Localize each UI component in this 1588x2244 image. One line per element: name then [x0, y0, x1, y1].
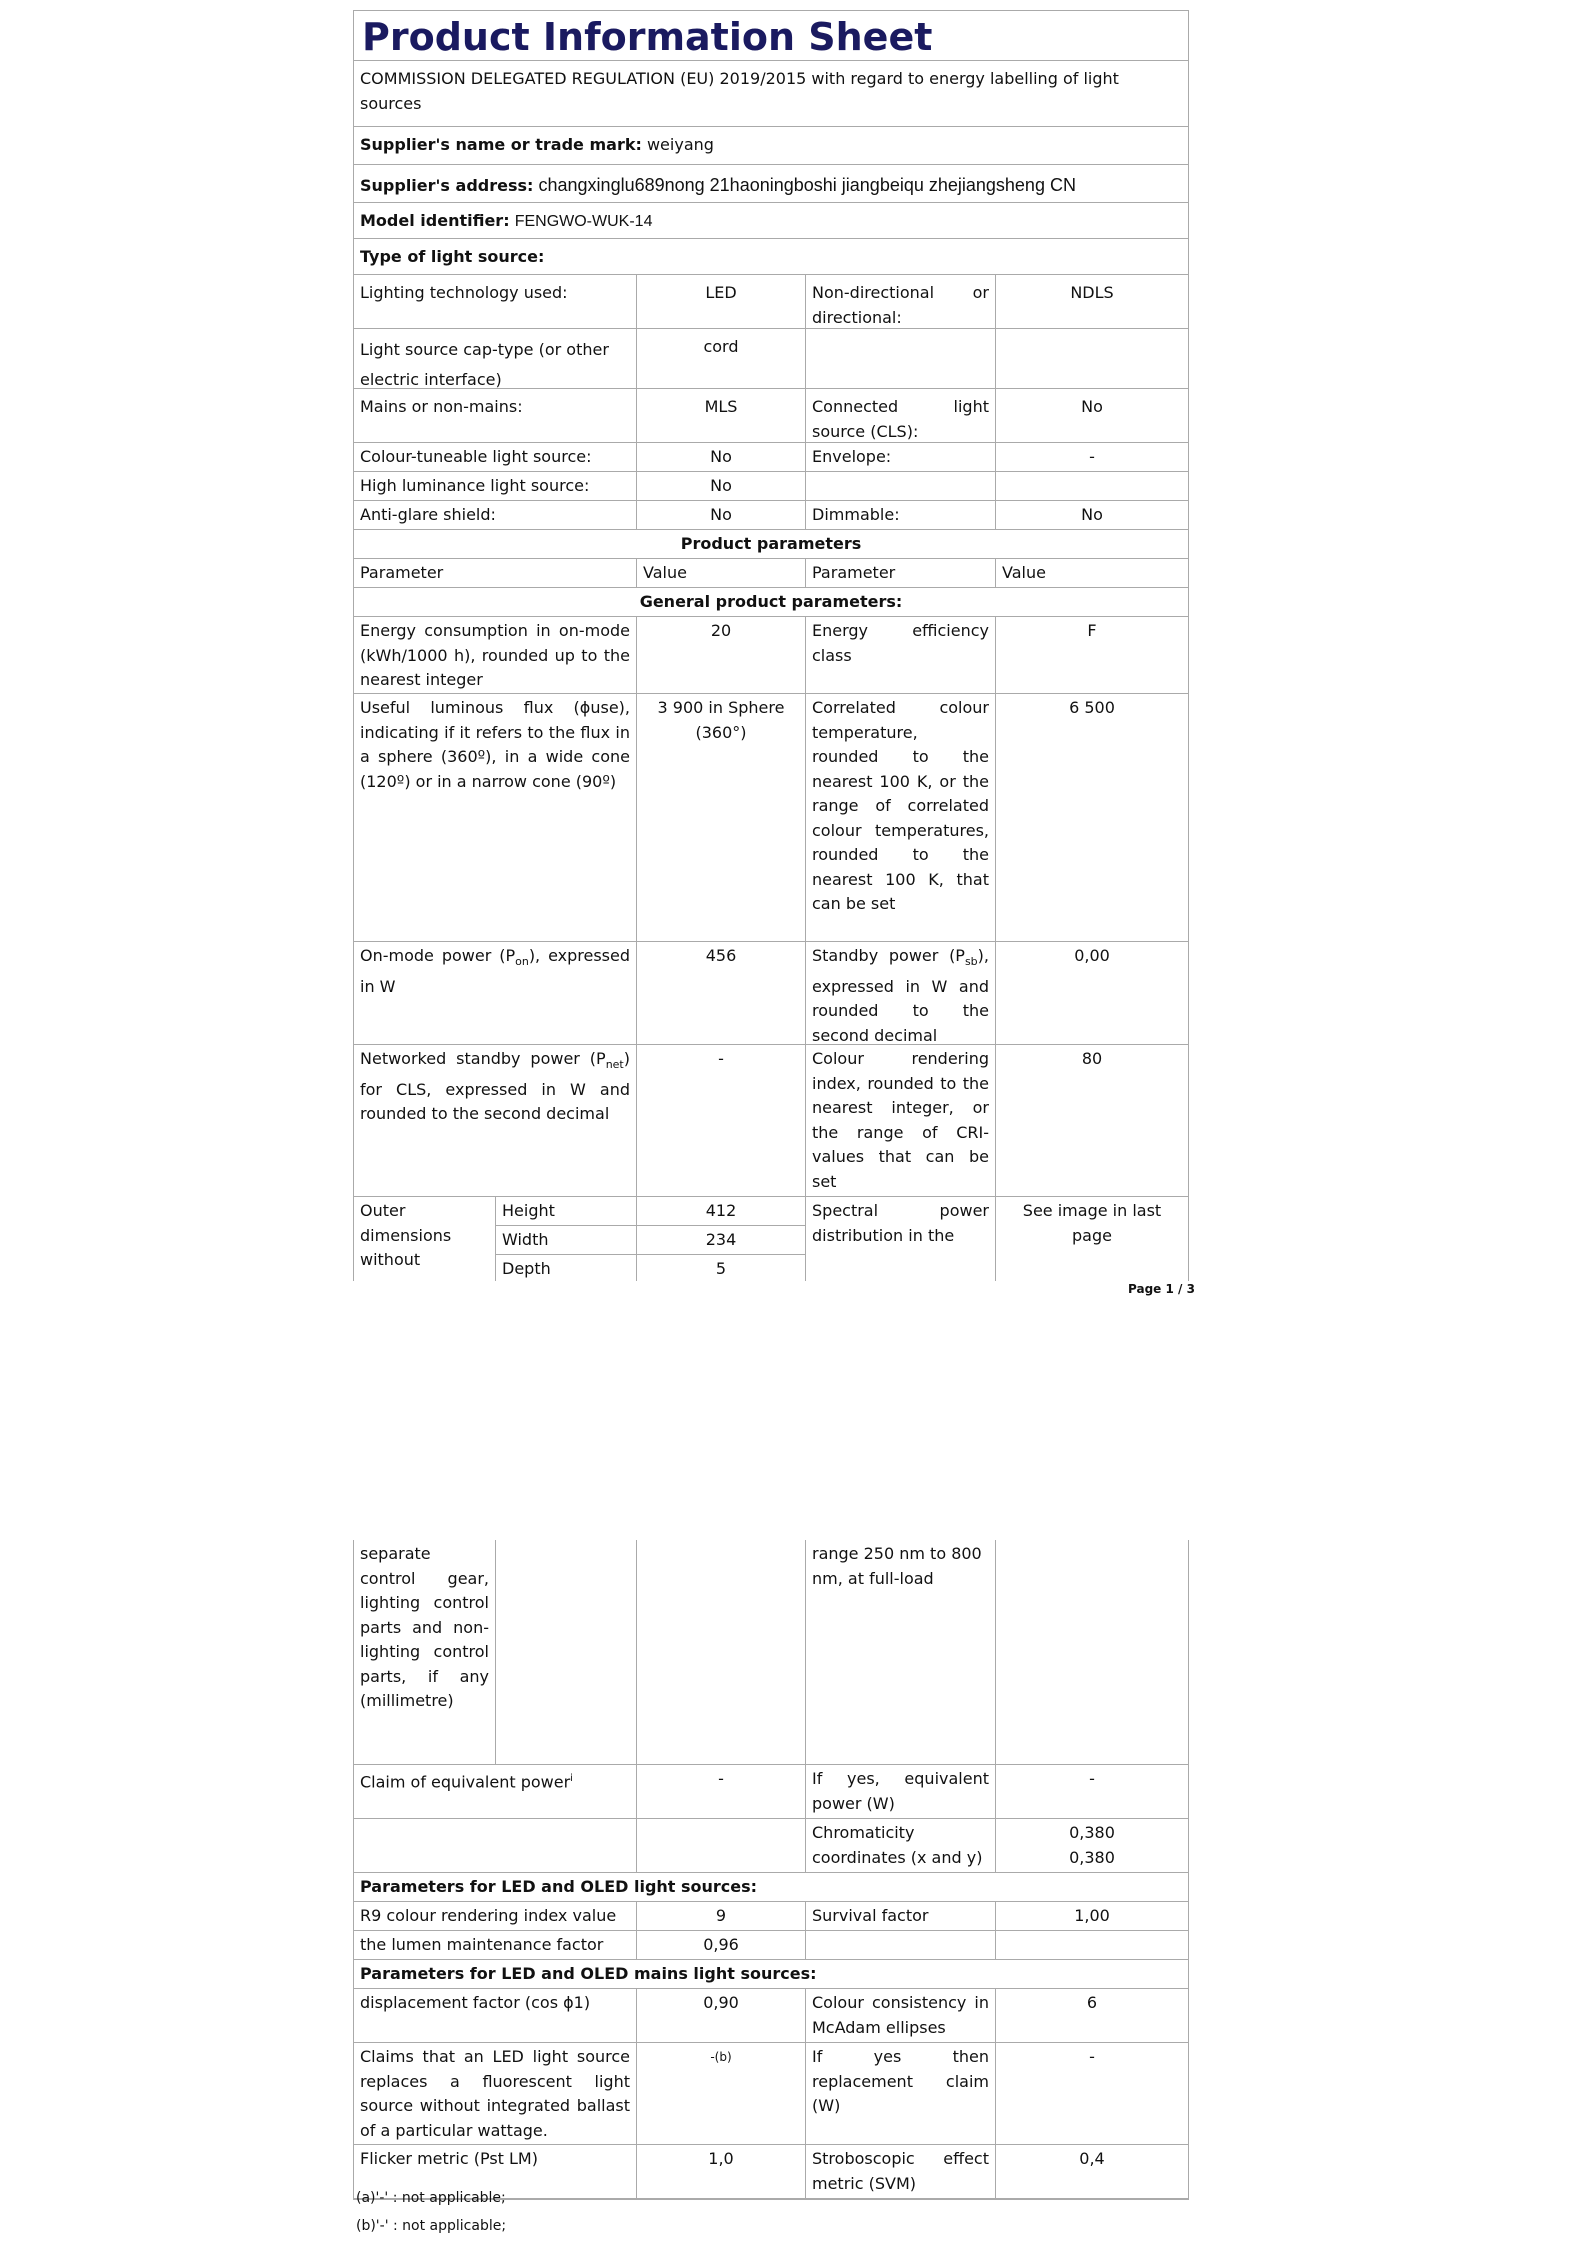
param-label: High luminance light source: [360, 476, 590, 495]
param-label: Colour consistency in McAdam ellipses [805, 1989, 995, 2042]
param-value: 0,96 [636, 1931, 805, 1959]
param-value: 0,4 [995, 2145, 1188, 2198]
page-title: Product Information Sheet [362, 15, 933, 59]
empty-cell [636, 1540, 805, 1764]
table-row [354, 472, 1188, 501]
param-value: 0,00 [995, 942, 1188, 1044]
param-label: If yes, equivalent power (W) [805, 1765, 995, 1818]
type-heading-row [354, 239, 1188, 275]
dimensions-row [354, 1197, 1188, 1281]
empty-cell [636, 1819, 805, 1872]
param-label [805, 472, 995, 500]
chromaticity-y: 0,380 [1069, 1847, 1115, 1867]
page-number: Page 1 / 3 [1128, 1282, 1195, 1296]
param-value: MLS [636, 389, 805, 442]
param-label: Networked standby power $(P_{net})$ for CLS, expressed in W and rounded to the second decimal [360, 1049, 630, 1124]
param-label: Chromaticity coordinates (x and y) [805, 1819, 995, 1872]
param-label: Envelope: [805, 443, 995, 471]
model-value: FENGWO-WUK-14 [514, 213, 653, 230]
column-header: Parameter [360, 563, 444, 582]
param-value: - [995, 2043, 1188, 2144]
param-value [995, 472, 1188, 500]
empty-cell [495, 1540, 636, 1764]
param-value: No [636, 443, 805, 471]
column-header-row [354, 559, 1188, 588]
param-label: Useful luminous flux (ϕuse), indicating if it refers to the flux in a sphere (360º), in a wide cone (120º) or in a narrow cone (90º) [360, 698, 630, 791]
param-value [995, 1931, 1188, 1959]
led-params-heading: Parameters for LED and OLED light sources: [360, 1877, 758, 1896]
param-label: Lighting technology used: [360, 283, 568, 302]
supplier-value: weiyang [646, 135, 714, 154]
param-value [995, 329, 1188, 388]
param-label: Light source cap-type (or other electric interface) [360, 340, 609, 388]
param-label: Anti-glare shield: [360, 505, 496, 524]
supplier-label: Supplier's name or trade mark: [360, 135, 642, 154]
param-value: 6 500 [995, 694, 1188, 941]
param-label: Mains or non-mains: [360, 397, 523, 416]
table-row [354, 1765, 1188, 1819]
param-label: Colour rendering index, rounded to the nearest integer, or the range of CRI-values that can be set [805, 1045, 995, 1196]
section-heading-row [354, 1960, 1188, 1989]
table-row [354, 1902, 1188, 1931]
param-value: - [636, 1765, 805, 1818]
param-label: Spectral power distribution in the [805, 1197, 995, 1281]
param-value: 80 [995, 1045, 1188, 1196]
depth-label: Depth [496, 1254, 636, 1281]
type-heading: Type of light source: [360, 247, 545, 266]
depth-value: 5 [637, 1254, 805, 1281]
param-value: No [995, 501, 1188, 529]
param-label: Connected light source (CLS): [805, 389, 995, 442]
footnote-a: (a)'-' : not applicable; [356, 2190, 506, 2206]
model-row [354, 203, 1188, 239]
param-value: No [995, 389, 1188, 442]
param-value: 9 [636, 1902, 805, 1930]
param-label: Energy efficiency class [805, 617, 995, 693]
param-label: Outer dimensions without [360, 1201, 452, 1269]
section-heading-row [354, 1873, 1188, 1902]
footnote-b: (b)'-' : not applicable; [356, 2218, 507, 2234]
param-value: - [636, 1045, 805, 1196]
param-value: 456 [636, 942, 805, 1044]
table-row [354, 942, 1188, 1045]
address-row [354, 165, 1188, 203]
table-row [354, 501, 1188, 530]
param-label: Stroboscopic effect metric (SVM) [805, 2145, 995, 2198]
param-label: R9 colour rendering index value [360, 1906, 617, 1925]
dimensions-row-cont [354, 1540, 1188, 1765]
model-label: Model identifier: [360, 211, 510, 230]
column-header: Value [636, 559, 805, 587]
empty-cell [354, 1819, 636, 1872]
param-label: the lumen maintenance factor [360, 1935, 604, 1954]
param-value: cord [636, 329, 805, 388]
param-label: Claims that an LED light source replaces a fluorescent light source without integrated ballast of a particular wattage. [360, 2047, 630, 2140]
param-value: - [995, 443, 1188, 471]
param-value: -(b) [636, 2043, 805, 2144]
param-value: 6 [995, 1989, 1188, 2042]
param-value: 3 900 in Sphere (360°) [636, 694, 805, 941]
param-label: separate control gear, lighting control parts and non-lighting control parts, if any (millimetre) [360, 1544, 489, 1710]
param-value: No [636, 501, 805, 529]
height-label: Height [502, 1201, 555, 1220]
param-label [805, 1931, 995, 1959]
regulation-row [354, 61, 1188, 127]
table-row [354, 1931, 1188, 1960]
param-value: 0,90 [636, 1989, 805, 2042]
param-label: displacement factor (cos ϕ1) [360, 1993, 591, 2012]
info-sheet-page-1 [353, 10, 1189, 1281]
section-heading-row [354, 530, 1188, 559]
param-label: Standby power $(P_{sb})$, expressed in W and rounded to the second decimal [805, 942, 995, 1044]
param-value: 20 [636, 617, 805, 693]
param-value: See image in last page [995, 1197, 1188, 1281]
address-value: changxinglu689nong 21haoningboshi jiangbeiqu zhejiangsheng CN [538, 175, 1076, 195]
mains-params-heading: Parameters for LED and OLED mains light sources: [360, 1964, 817, 1983]
param-value: F [995, 617, 1188, 693]
param-label: If yes then replacement claim (W) [805, 2043, 995, 2144]
width-label: Width [496, 1225, 636, 1254]
param-value [995, 1819, 1188, 1872]
param-label: range 250 nm to 800 nm, at full-load [805, 1540, 995, 1764]
table-row [354, 694, 1188, 942]
table-row [354, 443, 1188, 472]
regulation-text: COMMISSION DELEGATED REGULATION (EU) 2019/2015 with regard to energy labelling of light sources [360, 69, 1119, 113]
section-heading-row [354, 588, 1188, 617]
info-sheet-page-2 [353, 1540, 1189, 2200]
param-label: On-mode power $(P_{on})$, expressed in W [360, 946, 631, 996]
param-label: Non-directional or directional: [805, 275, 995, 328]
param-label: Dimmable: [805, 501, 995, 529]
table-row [354, 617, 1188, 694]
width-value: 234 [637, 1225, 805, 1254]
table-row [354, 1045, 1188, 1197]
table-row [354, 1819, 1188, 1873]
empty-cell [995, 1540, 1188, 1764]
general-params-heading: General product parameters: [639, 592, 903, 611]
param-value: 1,00 [995, 1902, 1188, 1930]
param-value: NDLS [995, 275, 1188, 328]
param-label: Flicker metric (Pst LM) [360, 2149, 538, 2168]
column-header: Value [995, 559, 1188, 587]
dimension-values [636, 1197, 805, 1281]
param-value: 1,0 [636, 2145, 805, 2198]
param-label [805, 329, 995, 388]
table-row [354, 275, 1188, 329]
column-header: Parameter [805, 559, 995, 587]
supplier-row [354, 127, 1188, 165]
param-label: Colour-tuneable light source: [360, 447, 592, 466]
param-label: Energy consumption in on-mode (kWh/1000 h), rounded up to the nearest integer [360, 621, 630, 689]
param-value: LED [636, 275, 805, 328]
table-row [354, 1989, 1188, 2043]
param-value: No [636, 472, 805, 500]
table-row [354, 389, 1188, 443]
title-row [354, 11, 1188, 61]
param-label: Survival factor [805, 1902, 995, 1930]
table-row [354, 329, 1188, 389]
chromaticity-x: 0,380 [1069, 1823, 1115, 1842]
height-value: 412 [705, 1201, 737, 1220]
dimension-labels [495, 1197, 636, 1281]
param-label: Claim of equivalent power$^i$ [360, 1772, 573, 1792]
table-row [354, 2043, 1188, 2145]
param-value: - [995, 1765, 1188, 1818]
address-label: Supplier's address: [360, 176, 534, 195]
product-params-heading: Product parameters [680, 534, 862, 553]
param-label: Correlated colour temperature, rounded to the nearest 100 K, or the range of correlated colour temperatures, rounded to the nearest 100 K, that can be set [805, 694, 995, 941]
